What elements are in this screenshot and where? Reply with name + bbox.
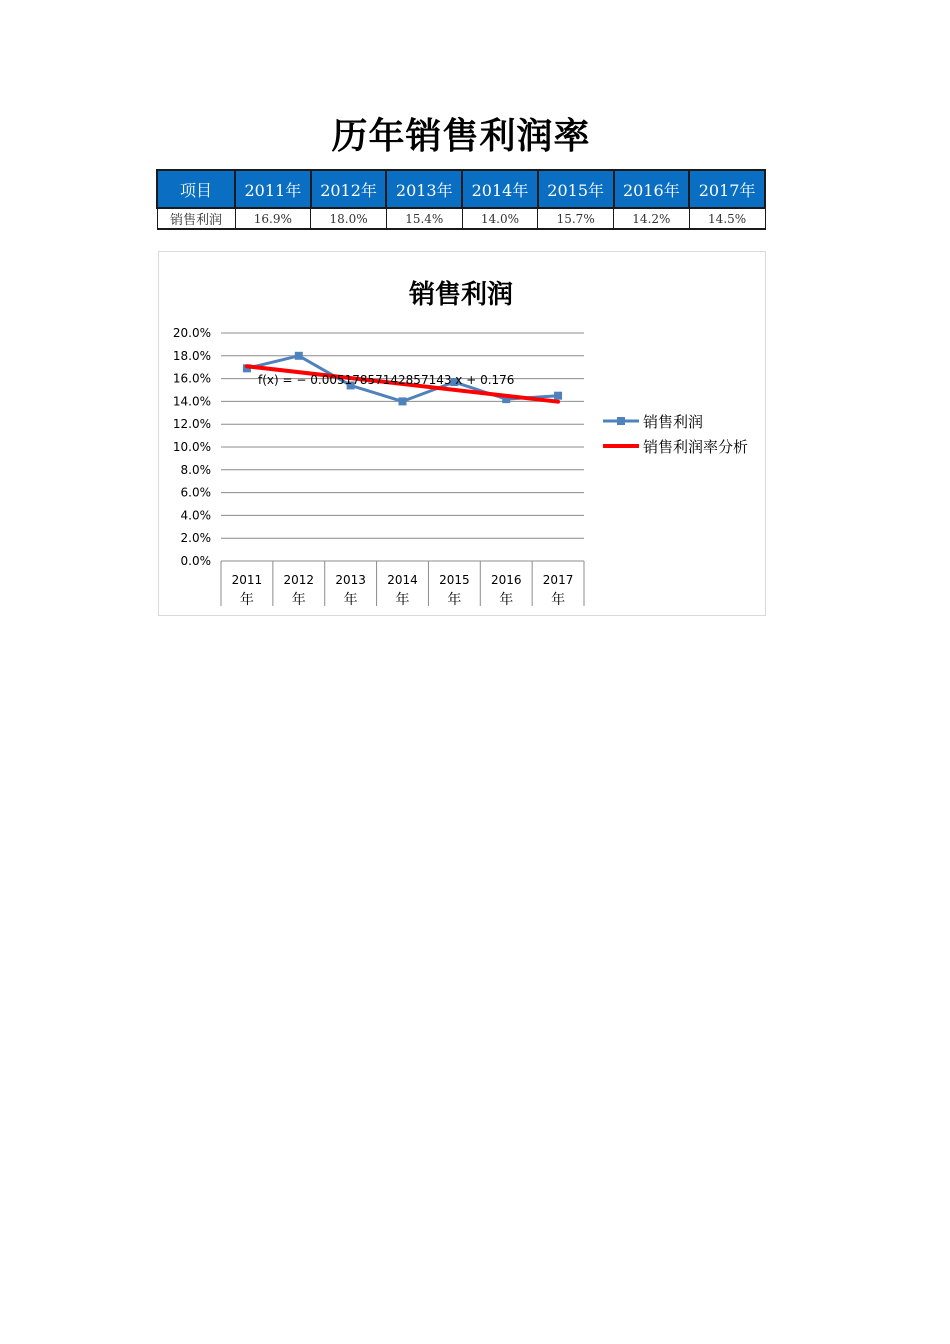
table-cell: 15.4%: [386, 208, 462, 229]
table-cell: 18.0%: [311, 208, 387, 229]
y-tick-label: 8.0%: [180, 462, 211, 477]
row-label-cell: 销售利润: [157, 208, 235, 229]
x-tick-label: 2011: [231, 573, 263, 587]
y-tick-label: 4.0%: [180, 508, 211, 523]
x-tick-label: 年: [239, 592, 254, 608]
x-tick-label: 年: [395, 592, 410, 608]
y-tick-label: 0.0%: [180, 554, 211, 568]
x-tick-label: 年: [447, 592, 462, 608]
chart-frame: [158, 251, 766, 616]
x-tick-label: 2012: [283, 573, 315, 587]
table-header-cell: 项目: [157, 170, 235, 208]
table-header-cell: 2016年: [614, 170, 690, 208]
data-point-marker: [554, 392, 562, 400]
table-cell: 14.5%: [689, 208, 765, 229]
table-header-cell: 2011年: [235, 170, 311, 208]
x-tick-label: 年: [291, 592, 306, 608]
table-header-cell: 2017年: [689, 170, 765, 208]
data-point-marker: [295, 352, 303, 360]
table-header-cell: 2012年: [311, 170, 387, 208]
legend-label: 销售利润率分析: [643, 438, 749, 456]
table-header-cell: 2014年: [462, 170, 538, 208]
x-tick-label: 2013: [335, 573, 366, 587]
legend-label: 销售利润: [643, 413, 704, 431]
y-tick-label: 14.0%: [172, 394, 211, 409]
y-tick-label: 16.0%: [172, 371, 211, 386]
y-tick-label: 6.0%: [180, 485, 211, 500]
x-tick-label: 2016: [490, 573, 522, 587]
x-tick-label: 年: [343, 592, 358, 608]
x-tick-label: 年: [551, 592, 566, 608]
legend-series-marker: [617, 417, 625, 425]
table-header-cell: 2015年: [538, 170, 614, 208]
line-chart: [159, 252, 765, 615]
gridlines: [221, 333, 584, 561]
table-cell: 16.9%: [235, 208, 311, 229]
chart-title: 销售利润: [408, 280, 514, 310]
table-header-row: [157, 170, 765, 208]
profit-table: [156, 169, 766, 230]
y-axis: [173, 326, 211, 568]
x-axis: [221, 561, 584, 608]
data-point-marker: [399, 397, 407, 405]
trendline-equation: f(x) = − 0.00517857142857143 x + 0.176: [258, 373, 515, 387]
y-tick-label: 10.0%: [172, 440, 211, 454]
y-tick-label: 20.0%: [172, 326, 211, 340]
x-tick-label: 年: [499, 592, 514, 608]
table-cell: 15.7%: [538, 208, 614, 229]
y-tick-label: 12.0%: [172, 417, 211, 432]
legend: [603, 413, 748, 456]
page-title: 历年销售利润率: [331, 116, 591, 157]
y-tick-label: 18.0%: [172, 348, 211, 363]
table-cell: 14.2%: [614, 208, 690, 229]
table-cell: 14.0%: [462, 208, 538, 229]
x-tick-label: 2014: [387, 573, 418, 587]
x-tick-label: 2015: [439, 573, 470, 587]
x-tick-label: 2017: [542, 573, 574, 587]
table-row: [157, 208, 765, 229]
y-tick-label: 2.0%: [180, 531, 211, 546]
table-header-cell: 2013年: [386, 170, 462, 208]
